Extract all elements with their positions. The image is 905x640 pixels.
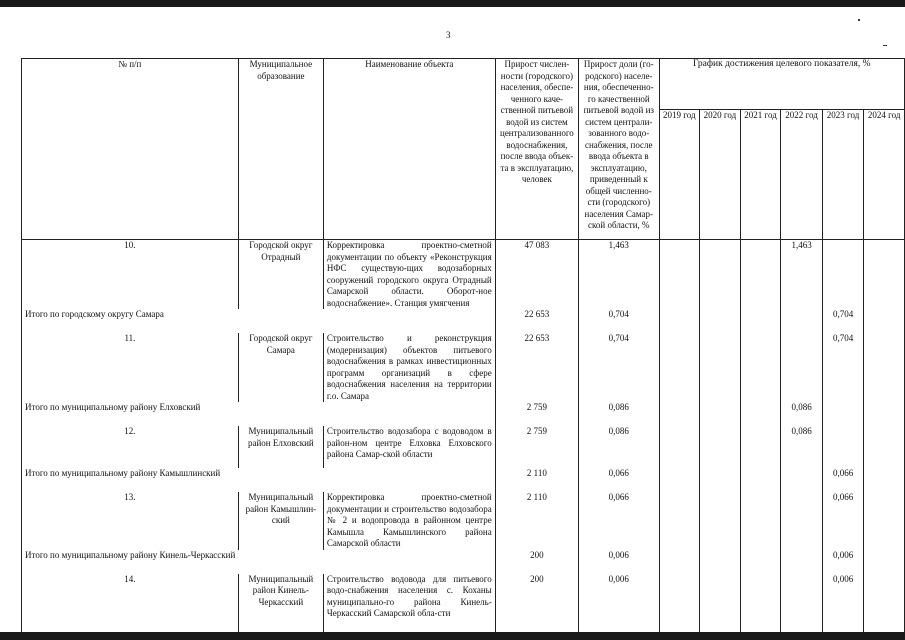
total-value-2022: 0,086 [781,402,823,426]
total-value-2022 [781,309,823,333]
row-municipality: Городской округ Самара [238,333,323,402]
row-growth-abs: 47 083 [495,240,578,310]
row-growth-share: 0,066 [579,492,659,550]
row-value-2023 [822,240,864,310]
header-year-2020: 2020 год [700,110,741,240]
table-row [22,492,905,550]
row-number: 11. [22,333,239,402]
row-growth-abs: 2 759 [495,426,578,468]
row-value-2023: 0,006 [822,574,864,634]
row-value-2022 [781,333,823,402]
row-value-2022 [781,574,823,634]
row-value-2022 [781,492,823,550]
table-row [22,574,905,634]
row-growth-abs: 22 653 [495,333,578,402]
row-value-2023 [822,426,864,468]
header-growth-abs: Прирост числен-ности (городского) населения, обеспе-ченного каче-ственной питьевой водой из систем централизованного водоснабжения, после ввода объек-та в эксплуатацию, человек [495,59,578,240]
total-label: Итого по муниципальному району Кинель-Черкасский [22,550,239,574]
total-growth-share: 0,066 [579,468,659,492]
row-growth-share: 1,463 [579,240,659,310]
header-year-2024: 2024 год [864,110,905,240]
table-row [22,426,905,468]
row-value-2022: 1,463 [781,240,823,310]
total-growth-share: 0,086 [579,402,659,426]
row-object: Корректировка проектно-сметной документации и строительство водозабора № 2 и водопровода в районном центре Камышла Камышлинского района Самарской области [323,492,495,550]
row-growth-share: 0,704 [579,333,659,402]
table-row [22,333,905,402]
row-object: Строительство и реконструкция (модернизация) объектов питьевого водоснабжения в рамках инвестиционных программ организаций в сфере водоснабжения населения на территории г.о. Самара [323,333,495,402]
row-number: 12. [22,426,239,468]
row-municipality: Городской округ Отрадный [238,240,323,310]
row-growth-share: 0,006 [579,574,659,634]
total-value-2023 [822,402,864,426]
header-object: Наименование объекта [323,59,495,240]
total-value-2023: 0,066 [822,468,864,492]
scan-edge-top [0,0,905,7]
total-value-2023: 0,704 [822,309,864,333]
header-year-2021: 2021 год [740,110,781,240]
total-label: Итого по городскому округу Самара [22,309,239,333]
header-year-2022: 2022 год [781,110,823,240]
row-growth-share: 0,086 [579,426,659,468]
row-municipality: Муниципальный район Елховский [238,426,323,468]
row-number: 14. [22,574,239,634]
scan-speck [883,45,887,46]
header-year-2023: 2023 год [822,110,864,240]
row-growth-abs: 200 [495,574,578,634]
total-value-2022 [781,468,823,492]
page-number: 3 [446,30,451,40]
total-value-2023: 0,006 [822,550,864,574]
total-row [22,468,905,492]
header-schedule: График достижения целевого показателя, % [659,59,905,110]
total-growth-abs: 2 759 [495,402,578,426]
header-growth-share: Прирост доли (го-родского) населе-ния, обеспеченно-го качественной питьевой водой из систем централи-зованного водо-снабжения, после ввода объекта в эксплуатацию, приведенный к общей численно-сти (городского) населения Самар-ской области, % [579,59,659,240]
total-value-2022 [781,550,823,574]
total-growth-share: 0,006 [579,550,659,574]
row-object: Строительство водозабора с водоводом в район-ном центре Елховка Елховского района Самар-ской области [323,426,495,468]
row-object: Корректировка проектно-сметной документации по объекту «Реконструкция НФС существую-щих водозаборных сооружений городского округа Отрадный Самарской области. Оборот-ное водоснабжение». Станция умягчения [323,240,495,310]
total-row [22,402,905,426]
scan-edge-bottom [0,632,905,640]
row-value-2022: 0,086 [781,426,823,468]
row-number: 10. [22,240,239,310]
row-value-2023: 0,066 [822,492,864,550]
total-growth-abs: 22 653 [495,309,578,333]
scan-speck [858,19,860,21]
row-municipality: Муниципальный район Камышлин-ский [238,492,323,550]
total-label: Итого по муниципальному району Елховский [22,402,239,426]
row-value-2023: 0,704 [822,333,864,402]
total-row [22,550,905,574]
table-row [22,240,905,310]
row-number: 13. [22,492,239,550]
row-municipality: Муниципальный район Кинель-Черкасский [238,574,323,634]
total-label: Итого по муниципальному району Камышлинский [22,468,239,492]
header-municipality: Муниципальное образование [238,59,323,240]
total-growth-abs: 200 [495,550,578,574]
target-indicator-table [21,58,905,634]
header-year-2019: 2019 год [659,110,700,240]
row-object: Строительство водовода для питьевого водо-снабжения населения с. Коханы муниципально-го района Кинель-Черкасский Самарской обла-сти [323,574,495,634]
total-growth-share: 0,704 [579,309,659,333]
row-growth-abs: 2 110 [495,492,578,550]
header-num: № п/п [22,59,239,240]
total-row [22,309,905,333]
total-growth-abs: 2 110 [495,468,578,492]
